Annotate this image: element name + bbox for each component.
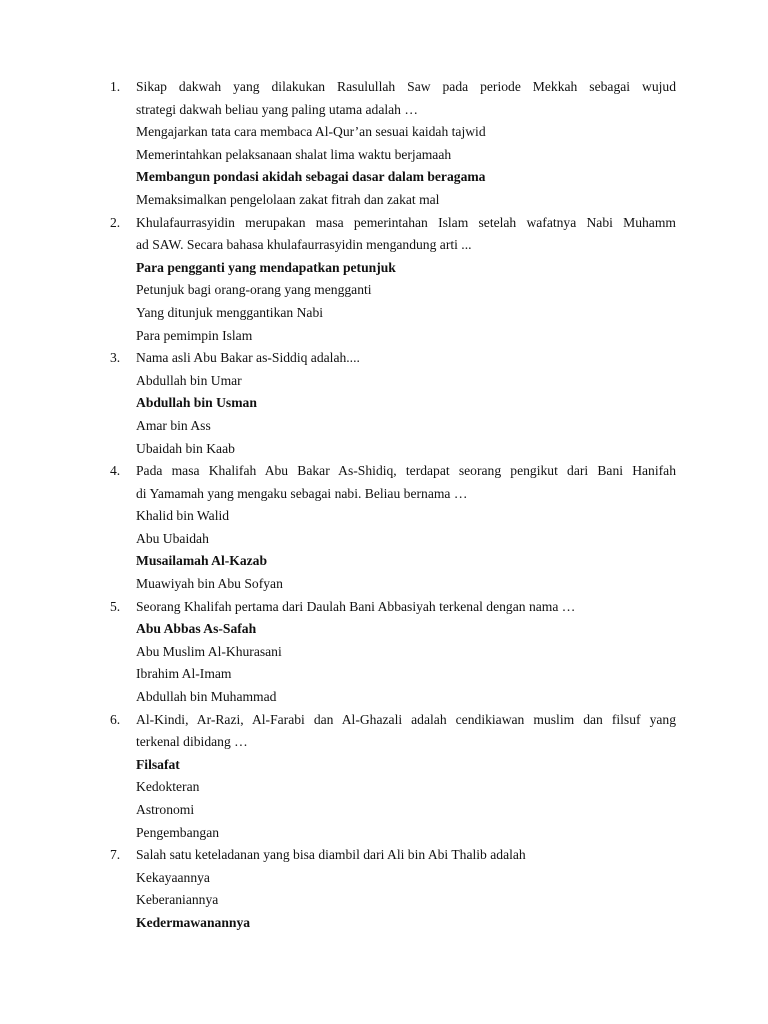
- question-text: Al-Kindi, Ar-Razi, Al-Farabi dan Al-Ghazali adalah cendikiawan muslim dan filsuf yang: [136, 711, 676, 727]
- answer-option-correct: Filsafat: [136, 756, 180, 772]
- question-4-line: [0, 483, 768, 506]
- answer-option: Pengembangan: [136, 824, 220, 840]
- question-2-line: [0, 234, 768, 257]
- question-text: Salah satu keteladanan yang bisa diambil dari Ali bin Abi Thalib adalah: [136, 847, 526, 863]
- question-text: strategi dakwah beliau yang paling utama adalah …: [136, 101, 418, 117]
- question-text: ad SAW. Secara bahasa khulafaurrasyidin mengandung arti ...: [136, 237, 472, 253]
- question-number: 2.: [110, 214, 121, 230]
- question-number: 7.: [110, 847, 121, 863]
- question-text: Seorang Khalifah pertama dari Daulah Bani Abbasiyah terkenal dengan nama …: [136, 598, 576, 614]
- answer-option: Yang ditunjuk menggantikan Nabi: [136, 304, 324, 320]
- answer-option: Kekayaannya: [136, 869, 210, 885]
- question-1-line: [0, 76, 768, 99]
- answer-option: Memerintahkan pelaksanaan shalat lima waktu berjamaah: [136, 146, 452, 162]
- answer-option: Muawiyah bin Abu Sofyan: [136, 576, 283, 592]
- answer-option: Khalid bin Walid: [136, 508, 230, 524]
- answer-option: Abu Muslim Al-Khurasani: [136, 643, 282, 659]
- answer-option: Abdullah bin Muhammad: [136, 689, 277, 705]
- question-list: [0, 76, 768, 935]
- question-5-line: [0, 596, 768, 619]
- answer-option-correct: Abu Abbas As-Safah: [136, 621, 257, 637]
- question-number: 1.: [110, 79, 121, 94]
- answer-option: Mengajarkan tata cara membaca Al-Qur’an sesuai kaidah tajwid: [136, 124, 486, 140]
- answer-option: Abu Ubaidah: [136, 530, 209, 546]
- question-2-line: [0, 212, 768, 235]
- question-6-line: [0, 709, 768, 732]
- answer-option: Abdullah bin Umar: [136, 372, 242, 388]
- answer-option: Para pemimpin Islam: [136, 327, 253, 343]
- question-text: terkenal dibidang …: [136, 734, 248, 750]
- answer-option: Ubaidah bin Kaab: [136, 440, 235, 456]
- answer-option: Astronomi: [136, 802, 195, 817]
- answer-option-correct: Kedermawanannya: [136, 914, 251, 930]
- answer-option: Memaksimalkan pengelolaan zakat fitrah dan zakat mal: [136, 191, 440, 207]
- answer-option: Keberaniannya: [136, 892, 219, 908]
- question-text: di Yamamah yang mengaku sebagai nabi. Beliau bernama …: [136, 485, 468, 501]
- question-number: 6.: [110, 711, 121, 727]
- answer-option: Ibrahim Al-Imam: [136, 666, 232, 682]
- question-text: Nama asli Abu Bakar as-Siddiq adalah....: [136, 350, 360, 366]
- question-3-line: [0, 347, 768, 370]
- question-4-line: [0, 460, 768, 483]
- answer-option-correct: Membangun pondasi akidah sebagai dasar dalam beragama: [136, 169, 486, 185]
- question-6-line: [0, 731, 768, 754]
- answer-option-correct: Abdullah bin Usman: [136, 395, 257, 411]
- question-text: Khulafaurrasyidin merupakan masa pemerintahan Islam setelah wafatnya Nabi Muhamm: [136, 214, 676, 230]
- question-1-line: [0, 99, 768, 122]
- answer-option: Kedokteran: [136, 779, 200, 795]
- question-text: Sikap dakwah yang dilakukan Rasulullah Saw pada periode Mekkah sebagai wujud: [136, 79, 676, 94]
- answer-option: Amar bin Ass: [136, 417, 211, 433]
- question-text: Pada masa Khalifah Abu Bakar As-Shidiq, terdapat seorang pengikut dari Bani Hanifah: [136, 463, 676, 479]
- question-7-line: [0, 844, 768, 867]
- question-number: 5.: [110, 598, 121, 614]
- question-number: 3.: [110, 350, 121, 366]
- question-number: 4.: [110, 463, 121, 479]
- answer-option-correct: Para pengganti yang mendapatkan petunjuk: [136, 259, 396, 275]
- answer-option-correct: Musailamah Al-Kazab: [136, 553, 268, 569]
- answer-option: Petunjuk bagi orang-orang yang mengganti: [136, 282, 372, 298]
